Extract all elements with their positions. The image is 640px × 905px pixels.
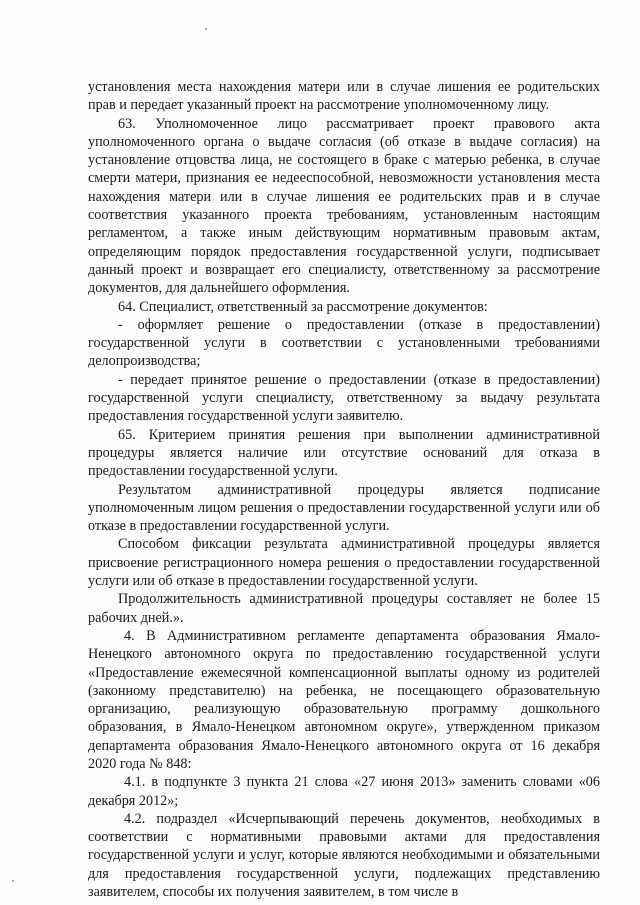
- paragraph-4-2: 4.2. подраздел «Исчерпывающий перечень документов, необходимых в соответствии с нормативными правовыми актами для предоставления государственной услуги и услуг, которые являются необходимыми и обязательными для предоставления государственной услуги, подлежащих представлению заявителем, способы их получения заявителем, в том числе в: [88, 810, 600, 901]
- scan-speck: [12, 880, 14, 882]
- paragraph-65: 65. Критерием принятия решения при выполнении административной процедуры является наличие или отсутствие оснований для отказа в предоставлении государственной услуги.: [88, 426, 600, 480]
- paragraph-duration: Продолжительность административной процедуры составляет не более 15 рабочих дней.».: [88, 591, 600, 626]
- paragraph-continuation: установления места нахождения матери или в случае лишения ее родительских прав и передает указанный проект на рассмотрение уполномоченному лицу.: [88, 79, 600, 114]
- paragraph-fixation: Способом фиксации результата административной процедуры является присвоение регистрационного номера решения о предоставлении государственной услуги или об отказе в предоставлении государственной услуги.: [88, 536, 600, 590]
- paragraph-result: Результатом административной процедуры является подписание уполномоченным лицом решения о предоставлении государственной услуги или об отказе в предоставлении государственной услуги.: [88, 481, 600, 535]
- paragraph-64-item-2: - передает принятое решение о предоставлении (отказе в предоставлении) государственной услуги специалисту, ответственному за выдачу результата предоставления государственной услуги заявителю.: [88, 371, 600, 425]
- paragraph-64: 64. Специалист, ответственный за рассмотрение документов:: [118, 298, 488, 315]
- paragraph-64-item-1: - оформляет решение о предоставлении (отказе в предоставлении) государственной услуги в соответствии с установленными требованиями делопроизводства;: [88, 316, 600, 370]
- paragraph-63: 63. Уполномоченное лицо рассматривает проект правового акта уполномоченного органа о выдаче согласия (об отказе в выдаче согласия) на установление отцовства лица, не состоящего в браке с матерью ребенка, в случае смерти матери, признания ее недееспособной, невозможности установления места нахождения матери или в случае лишения ее родительских прав и в случае соответствия указанного проекта требованиям, установленным настоящим регламентом, а также иным действующим нормативным правовым актам, определяющим порядок предоставления государственной услуги, подписывает данный проект и возвращает его специалисту, ответственному за рассмотрение документов, для дальнейшего оформления.: [88, 115, 600, 297]
- document-body: [88, 78, 600, 901]
- paragraph-4: 4. В Административном регламенте департамента образования Ямало-Ненецкого автономного округа по предоставлению государственной услуги «Предоставление ежемесячной компенсационной выплаты одному из родителей (законному представителю) на ребенка, не посещающего образовательную организацию, реализующую образовательную программу дошкольного образования, в Ямало-Ненецком автономном округе», утвержденном приказом департамента образования Ямало-Ненецкого автономного округа от 16 декабря 2020 года № 848:: [88, 627, 600, 772]
- paragraph-4-1: 4.1. в подпункте 3 пункта 21 слова «27 июня 2013» заменить словами «06 декабря 2012»;: [88, 774, 600, 809]
- scan-speck: [205, 28, 207, 30]
